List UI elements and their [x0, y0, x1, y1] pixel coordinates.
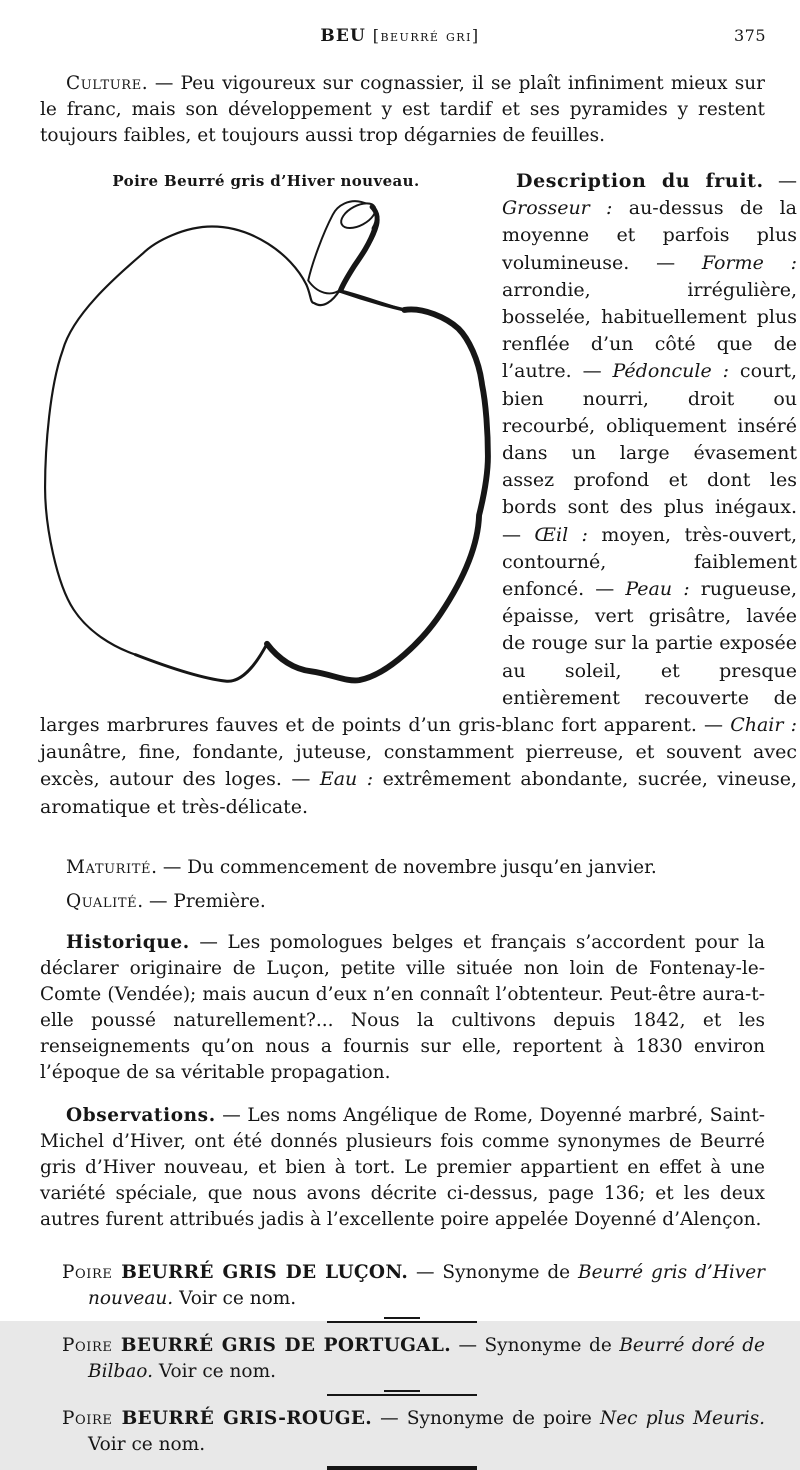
text-run: . — Peu vigoureux sur cognassier, il se plaît infiniment mieux sur le franc, mais son développement y est tardif et ses pyramides y restent toujours faibles, et toujours aussi trop dégarnies de feuilles. [40, 73, 765, 146]
separator-rule-tick [384, 1317, 420, 1319]
maturite-line [40, 855, 765, 881]
separator-rule-line [327, 1394, 477, 1396]
historique-paragraph [40, 930, 765, 1086]
page-number: 375 [733, 26, 766, 45]
pear-body-outline [45, 226, 488, 681]
qualite-line [40, 889, 765, 915]
text-run: court, bien nourri, droit ou recourbé, obliquement inséré dans un large évasement assez profond et dont les bords sont des plus inégaux. — [502, 360, 798, 546]
text-run: . — Du commencement de novembre jusqu’en janvier. [151, 856, 657, 878]
pear-shading-bottom-left [135, 644, 267, 681]
synonyms-section [0, 1260, 800, 1470]
bottom-rule [327, 1466, 477, 1470]
text-run: . — Première. [137, 890, 266, 912]
text-run: Observations. [66, 1104, 216, 1126]
text-run: Œil : [534, 523, 588, 546]
running-head-bracket: [beurré gri] [372, 26, 480, 45]
text-run: Chair : [730, 714, 797, 737]
text-run: Voir ce nom. [173, 1287, 297, 1309]
separator-rule [327, 1317, 477, 1323]
text-run: moyen, très-ouvert, contourné, faiblement enfoncé. — [502, 523, 798, 601]
text-run: Pédoncule : [612, 360, 730, 383]
text-run: BEURRÉ GRIS DE LUÇON. [112, 1261, 409, 1283]
figure-and-description-section [40, 168, 797, 840]
text-run: Historique. [66, 931, 190, 953]
pear-shading-shoulder [341, 291, 405, 310]
synonym-entry-portugal [62, 1333, 765, 1385]
text-run: — [763, 170, 797, 192]
text-run: extrêmement abondante, sucrée, vineuse, aromatique et très-délicate. [40, 768, 797, 818]
text-run: Forme : [701, 251, 797, 274]
text-run: Voir ce nom. [153, 1360, 276, 1382]
text-run: Maturité [66, 856, 152, 878]
text-run: Poire [62, 1334, 113, 1356]
text-run: — Synonyme de poire [371, 1407, 600, 1429]
separator-rule [327, 1390, 477, 1396]
separator-rule-tick [384, 1390, 420, 1392]
text-run: Poire [62, 1261, 113, 1283]
text-run: arrondie, irrégulière, bosselée, habituellement plus renflée d’un côté que de l’autre. — [502, 278, 797, 383]
text-run: Grosseur : [502, 197, 613, 220]
text-run: Poire [62, 1407, 113, 1429]
text-run: au-dessus de la moyenne et parfois plus volumineuse. — [502, 197, 797, 274]
text-run: — Synonyme de [408, 1261, 579, 1283]
pear-shading-right [267, 309, 488, 680]
text-run: Culture [66, 73, 142, 94]
pear-illustration [40, 199, 492, 688]
separator-rule-line [327, 1321, 477, 1323]
culture-paragraph [40, 71, 765, 149]
text-run: rugueuse, épaisse, vert grisâtre, lavée de rouge sur la partie exposée au soleil, et presque entièrement recouverte de larges marbrures fauves et de points d’un gris-blanc fort apparent. — [40, 578, 797, 737]
text-run: Description du fruit. [516, 170, 764, 192]
text-run: Qualité [66, 890, 138, 912]
text-run: jaunâtre, fine, fondante, juteuse, constamment pierreuse, et souvent avec excès, autour des loges. — [40, 741, 797, 791]
text-run: BEURRÉ GRIS DE PORTUGAL. [112, 1334, 451, 1356]
text-run: Peau : [625, 578, 690, 601]
text-run: Voir ce nom. [88, 1433, 206, 1455]
text-run: Eau : [319, 768, 374, 791]
figure-block [40, 168, 492, 688]
synonym-entry-gris-rouge [62, 1406, 766, 1458]
running-head [0, 0, 800, 46]
text-run: — Les pomologues belges et français s’accordent pour la déclarer originaire de Luçon, petite ville située non loin de Fontenay-le-Comte (Vendée); mais aucun d’eux n’en connaît l’obtenteur. Peut-être aura-t-elle poussé naturellement?... Nous la cultivons depuis 1842, et les renseignements qu’on nous a fournis sur elle, reportent à 1830 environ l’époque de sa véritable propagation. [40, 931, 765, 1083]
text-run: Beurré doré de Bilbao. [88, 1334, 765, 1382]
synonym-entry-lucon [62, 1260, 765, 1312]
text-run: — Synonyme de [450, 1334, 620, 1356]
observations-paragraph [40, 1103, 765, 1233]
text-run: Nec plus Meuris. [600, 1407, 766, 1429]
text-run: — Les noms Angélique de Rome, Doyenné marbré, Saint-Michel d’Hiver, ont été donnés plusieurs fois comme synonymes de Beurré gris d’Hiver nouveau, et bien à tort. Le premier appartient en effet à une variété spéciale, que nous avons décrite ci-dessus, page 136; et les deux autres furent attribués jadis à l’excellente poire appelée Doyenné d’Alençon. [40, 1104, 765, 1230]
text-run: Beurré gris d’Hiver nouveau. [88, 1261, 765, 1309]
figure-caption: Poire Beurré gris d’Hiver nouveau. [112, 172, 420, 190]
text-run: BEURRÉ GRIS-ROUGE. [112, 1407, 372, 1429]
running-head-code: BEU [320, 26, 367, 46]
